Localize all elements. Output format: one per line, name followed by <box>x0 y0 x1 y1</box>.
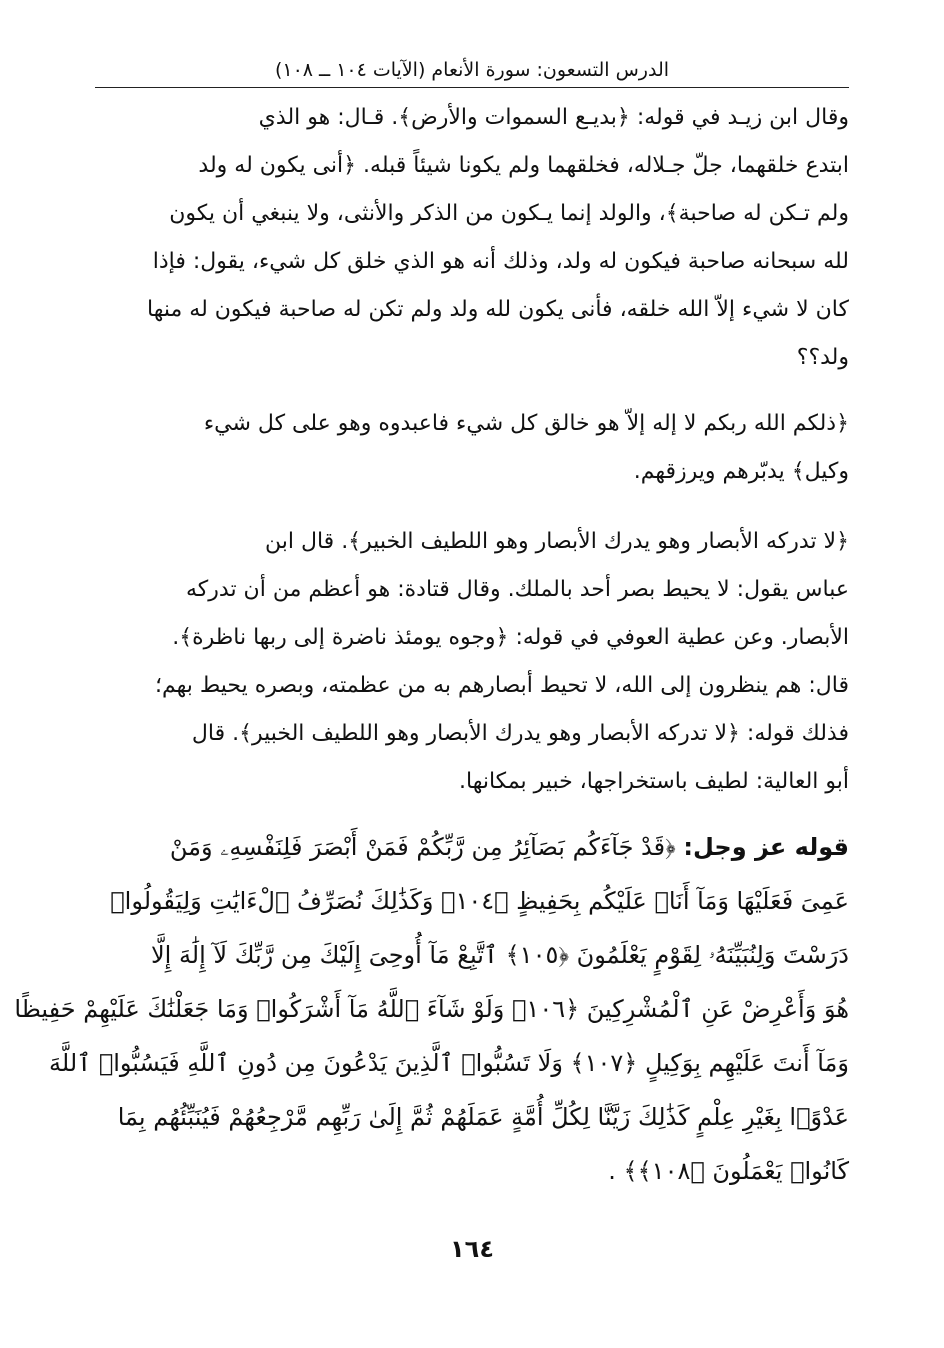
quran-verses <box>14 820 849 1198</box>
running-header-title: الدرس التسعون: سورة الأنعام (الآيات ١٠٤ ــ ١٠٨) <box>274 59 670 81</box>
paragraph-line: قال: هم ينظرون إلى الله، لا تحيط أبصارهم به من عظمته، وبصره يحيط بهم؛ <box>154 673 849 698</box>
verse-line: عَمِىَ فَعَلَيْهَا وَمَآ أَنَا۠ عَلَيْكُم بِحَفِيظٍ ﴿١٠٤﴾ وَكَذَٰلِكَ نُصَرِّفُ ٱلْءَايَٰتِ وَلِيَقُولُوا۟ <box>110 887 849 915</box>
paragraph-line: عباس يقول: لا يحيط بصر أحد بالملك. وقال قتادة: هو أعظم من أن تدركه <box>186 577 849 602</box>
verse-line: هُوَ وَأَعْرِضْ عَنِ ٱلْمُشْرِكِينَ ﴿١٠٦﴾ وَلَوْ شَآءَ ٱللَّهُ مَآ أَشْرَكُوا۟ وَمَا جَعَلْنَٰكَ عَلَيْهِمْ حَفِيظًا <box>14 995 849 1023</box>
page-number: ١٦٤ <box>450 1235 494 1263</box>
running-header <box>95 56 849 84</box>
paragraph-1 <box>95 94 849 382</box>
paragraph-line: ابتدع خلقهما، جلّ جـلاله، فخلقهما ولم يكونا شيئاً قبله. ﴿أنى يكون له ولد <box>198 153 849 178</box>
verse-text: ﴿قَدْ جَآءَكُم بَصَآئِرُ مِن رَّبِّكُمْ فَمَنْ أَبْصَرَ فَلِنَفْسِهِۦ وَمَنْ <box>169 833 676 861</box>
paragraph-line: وقال ابن زيـد في قوله: ﴿بديـع السموات والأرض﴾. قـال: هو الذي <box>258 105 849 130</box>
header-rule <box>95 87 849 88</box>
verse-line: كَانُوا۟ يَعْمَلُونَ ﴿١٠٨﴾﴾ . <box>608 1157 849 1185</box>
paragraph-line: ﴿لا تدركه الأبصار وهو يدرك الأبصار وهو اللطيف الخبير﴾. قال ابن <box>265 529 849 554</box>
paragraph-2 <box>95 400 849 496</box>
paragraph-line: لله سبحانه صاحبة فيكون له ولد، وذلك أنه هو الذي خلق كل شيء، يقول: فإذا <box>152 249 849 274</box>
verse-line: دَرَسْتَ وَلِنُبَيِّنَهُۥ لِقَوْمٍ يَعْلَمُونَ ﴿١٠٥﴾ ٱتَّبِعْ مَآ أُوحِىَ إِلَيْكَ مِن رَّبِّكَ لَآ إِلَٰهَ إِلَّا <box>150 941 849 969</box>
verse-line <box>95 820 849 874</box>
paragraph-line: ولم تـكن له صاحبة﴾، والولد إنما يـكون من الذكر والأنثى، ولا ينبغي أن يكون <box>169 201 849 226</box>
verse-line: عَدْوًۢا بِغَيْرِ عِلْمٍ كَذَٰلِكَ زَيَّنَّا لِكُلِّ أُمَّةٍ عَمَلَهُمْ ثُمَّ إِلَىٰ رَبِّهِم مَّرْجِعُهُمْ فَيُنَبِّئُهُم بِمَا <box>117 1103 849 1131</box>
verse-intro: قوله عز وجل: <box>683 833 849 861</box>
paragraph-line: ﴿ذلكم الله ربكم لا إله إلاّ هو خالق كل شيء فاعبدوه وهو على كل شيء <box>203 411 849 436</box>
paragraph-line: أبو العالية: لطيف باستخراجها، خبير بمكانها. <box>459 769 849 794</box>
paragraph-line: وكيل﴾ يدبّرهم ويرزقهم. <box>633 459 849 484</box>
paragraph-line: ولد؟؟ <box>796 345 849 370</box>
paragraph-line: فذلك قوله: ﴿لا تدركه الأبصار وهو يدرك الأبصار وهو اللطيف الخبير﴾. قال <box>191 721 849 746</box>
paragraph-line: كان لا شيء إلاّ الله خلقه، فأنى يكون لله ولد ولم تكن له صاحبة فيكون له منها <box>147 297 849 322</box>
paragraph-3 <box>95 518 849 806</box>
verse-line: وَمَآ أَنتَ عَلَيْهِم بِوَكِيلٍ ﴿١٠٧﴾ وَلَا تَسُبُّوا۟ ٱلَّذِينَ يَدْعُونَ مِن دُونِ ٱللَّهِ فَيَسُبُّوا۟ ٱللَّهَ <box>49 1049 849 1077</box>
paragraph-line: الأبصار. وعن عطية العوفي في قوله: ﴿وجوه يومئذ ناضرة إلى ربها ناظرة﴾. <box>172 625 849 650</box>
